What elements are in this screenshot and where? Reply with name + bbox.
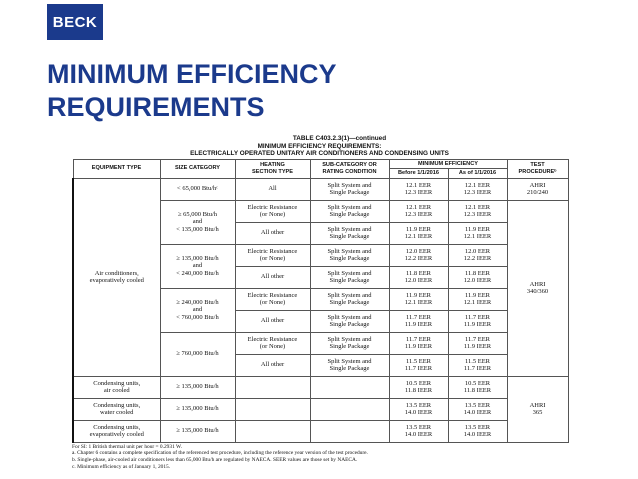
equip-line-2: water cooled	[100, 409, 134, 417]
eff-ieer: 11.9 IEER	[404, 343, 433, 351]
eff-ieer: 11.9 IEER	[404, 321, 433, 329]
size-cell	[160, 200, 235, 244]
beck-logo: BECK	[47, 4, 103, 40]
table-footnotes	[72, 444, 567, 471]
eff-eer: 11.7 EER	[405, 313, 432, 321]
eff-asof-cell	[448, 310, 507, 332]
header-heating-line-2: SECTION TYPE	[251, 168, 294, 175]
eff-asof-cell	[448, 178, 507, 200]
subcat-cell	[310, 398, 389, 420]
header-heating-line-1: HEATING	[260, 162, 285, 169]
eff-ieer: 14.0 IEER	[404, 409, 433, 417]
eff-asof-cell	[448, 354, 507, 376]
heating-line-1: Electric Resistance	[247, 291, 298, 299]
eff-ieer: 14.0 IEER	[463, 409, 492, 417]
heating-line-2: (or None)	[259, 299, 286, 307]
subcat-cell	[310, 332, 389, 354]
eff-ieer: 11.9 IEER	[463, 343, 492, 351]
eff-eer: 11.7 EER	[464, 335, 491, 343]
eff-eer: 11.8 EER	[464, 269, 491, 277]
equip-condensing-air	[73, 376, 160, 398]
eff-asof-cell	[448, 266, 507, 288]
eff-before-cell	[389, 200, 448, 222]
header-heating-section-type	[235, 159, 310, 178]
eff-eer: 12.0 EER	[464, 247, 491, 255]
subcat-line-1: Split System and	[327, 203, 372, 211]
subcat-line-2: Single Package	[329, 233, 370, 241]
eff-asof-cell	[448, 288, 507, 310]
equip-line-1: Air conditioners,	[94, 269, 139, 277]
efficiency-table	[72, 159, 569, 443]
eff-before-cell	[389, 310, 448, 332]
size-cell: ≥ 135,000 Btu/h	[160, 420, 235, 442]
test-line-2: 210/240	[526, 189, 549, 197]
header-before-2016: Before 1/1/2016	[389, 169, 448, 178]
eff-before-cell	[389, 354, 448, 376]
eff-eer: 11.9 EER	[464, 225, 491, 233]
heating-line-1: Electric Resistance	[247, 335, 298, 343]
heating-line-2: (or None)	[259, 343, 286, 351]
efficiency-table-image	[72, 135, 567, 471]
heating-cell: All other	[235, 222, 310, 244]
subcat-cell	[310, 310, 389, 332]
subcat-line-2: Single Package	[329, 277, 370, 285]
eff-before-cell	[389, 244, 448, 266]
heating-line-2: (or None)	[259, 211, 286, 219]
table-caption-2: MINIMUM EFFICIENCY REQUIREMENTS:	[257, 142, 382, 150]
size-line-3: < 135,000 Btu/h	[176, 225, 219, 233]
equip-condensing-water	[73, 398, 160, 420]
subcat-cell	[310, 200, 389, 222]
subcat-line-2: Single Package	[329, 189, 370, 197]
eff-ieer: 12.3 IEER	[404, 189, 433, 197]
footnote-a: a. Chapter 6 contains a complete specification of the referenced test procedure, including the reference year version of the test procedure.	[72, 450, 368, 457]
subcat-cell	[310, 376, 389, 398]
footnote-si: For SI: 1 British thermal unit per hour = 0.2931 W.	[72, 443, 182, 450]
header-subcat-line-1: SUB-CATEGORY OR	[322, 162, 377, 169]
heating-cell: All other	[235, 354, 310, 376]
eff-ieer: 11.7 IEER	[404, 365, 433, 373]
subcat-line-1: Split System and	[327, 357, 372, 365]
eff-eer: 11.9 EER	[464, 291, 491, 299]
eff-eer: 12.1 EER	[464, 203, 491, 211]
eff-ieer: 12.1 IEER	[463, 299, 492, 307]
eff-ieer: 11.8 IEER	[463, 387, 492, 395]
table-row	[73, 398, 568, 420]
equip-line-1: Condensing units,	[93, 401, 141, 409]
eff-asof-cell	[448, 222, 507, 244]
eff-eer: 12.1 EER	[464, 181, 491, 189]
eff-ieer: 14.0 IEER	[463, 431, 492, 439]
size-line-1: ≥ 240,000 Btu/h	[176, 299, 219, 307]
slide-title	[47, 58, 467, 124]
subcat-line-2: Single Package	[329, 211, 370, 219]
subcat-line-1: Split System and	[327, 247, 372, 255]
heating-cell	[235, 200, 310, 222]
heating-line-1: Electric Resistance	[247, 203, 298, 211]
eff-ieer: 11.8 IEER	[404, 387, 433, 395]
table-row	[73, 376, 568, 398]
size-cell: ≥ 760,000 Btu/h	[160, 332, 235, 376]
eff-ieer: 11.9 IEER	[463, 321, 492, 329]
eff-eer: 12.1 EER	[405, 181, 432, 189]
test-line-2: 340/360	[526, 288, 549, 296]
subcat-cell	[310, 222, 389, 244]
test-procedure-cell	[507, 200, 568, 376]
eff-asof-cell	[448, 332, 507, 354]
eff-asof-cell	[448, 420, 507, 442]
size-line-2: and	[192, 306, 203, 314]
table-row	[73, 178, 568, 200]
size-line-3: < 240,000 Btu/h	[176, 269, 219, 277]
eff-before-cell	[389, 376, 448, 398]
test-procedure-cell	[507, 178, 568, 200]
eff-ieer: 12.1 IEER	[404, 299, 433, 307]
heating-cell	[235, 332, 310, 354]
equip-line-2: evaporatively cooled	[89, 431, 144, 439]
subcat-cell	[310, 288, 389, 310]
heating-cell	[235, 244, 310, 266]
heating-line-1: Electric Resistance	[247, 247, 298, 255]
subcat-cell	[310, 266, 389, 288]
eff-eer: 11.5 EER	[405, 357, 432, 365]
size-line-3: < 760,000 Btu/h	[176, 313, 219, 321]
eff-eer: 13.5 EER	[405, 423, 432, 431]
subcat-line-2: Single Package	[329, 299, 370, 307]
subcat-line-1: Split System and	[327, 181, 372, 189]
eff-before-cell	[389, 178, 448, 200]
size-cell	[160, 288, 235, 332]
size-cell: ≥ 135,000 Btu/h	[160, 398, 235, 420]
eff-ieer: 12.0 IEER	[404, 277, 433, 285]
subcat-cell	[310, 244, 389, 266]
heating-cell: All other	[235, 310, 310, 332]
heating-cell	[235, 376, 310, 398]
heating-cell	[235, 420, 310, 442]
slide-title-line-1: MINIMUM EFFICIENCY	[47, 59, 337, 89]
equip-line-2: air cooled	[103, 387, 130, 395]
subcat-cell	[310, 178, 389, 200]
subcat-cell	[310, 420, 389, 442]
test-line-1: AHRI	[529, 401, 546, 409]
header-as-of-2016: As of 1/1/2016	[448, 169, 507, 178]
table-caption-3: ELECTRICALLY OPERATED UNITARY AIR CONDITIONERS AND CONDENSING UNITS	[190, 150, 449, 158]
footnote-c: c. Minimum efficiency as of January 1, 2015.	[72, 463, 171, 470]
eff-eer: 11.9 EER	[405, 225, 432, 233]
eff-eer: 13.5 EER	[464, 423, 491, 431]
header-size-category: SIZE CATEGORY	[160, 159, 235, 178]
size-cell: ≥ 135,000 Btu/h	[160, 376, 235, 398]
subcat-line-1: Split System and	[327, 335, 372, 343]
eff-ieer: 12.2 IEER	[463, 255, 492, 263]
size-cell	[160, 244, 235, 288]
eff-eer: 11.7 EER	[464, 313, 491, 321]
eff-ieer: 14.0 IEER	[404, 431, 433, 439]
test-line-1: AHRI	[529, 181, 546, 189]
test-line-2: 365	[532, 409, 543, 417]
eff-before-cell	[389, 266, 448, 288]
eff-ieer: 12.1 IEER	[463, 233, 492, 241]
subcat-line-2: Single Package	[329, 365, 370, 373]
size-line-2: and	[192, 262, 203, 270]
subcat-line-1: Split System and	[327, 269, 372, 277]
subcat-cell	[310, 354, 389, 376]
eff-ieer: 12.2 IEER	[404, 255, 433, 263]
eff-ieer: 11.7 IEER	[463, 365, 492, 373]
header-subcat-line-2: RATING CONDITION	[322, 168, 377, 175]
eff-before-cell	[389, 398, 448, 420]
table-caption-1: TABLE C403.2.3(1)—continued	[292, 135, 387, 142]
eff-ieer: 12.3 IEER	[463, 189, 492, 197]
size-line-1: ≥ 65,000 Btu/h	[177, 211, 218, 219]
header-equipment-type: EQUIPMENT TYPE	[73, 159, 160, 178]
eff-ieer: 12.3 IEER	[463, 211, 492, 219]
equip-line-2: evaporatively cooled	[89, 277, 144, 285]
table-row	[73, 420, 568, 442]
eff-eer: 13.5 EER	[405, 401, 432, 409]
subcat-line-2: Single Package	[329, 343, 370, 351]
eff-eer: 13.5 EER	[464, 401, 491, 409]
eff-before-cell	[389, 332, 448, 354]
slide-title-line-2: REQUIREMENTS	[47, 92, 265, 122]
header-sub-category	[310, 159, 389, 178]
heating-cell: All	[235, 178, 310, 200]
size-cell: < 65,000 Btu/hᶜ	[160, 178, 235, 200]
test-line-1: AHRI	[529, 280, 546, 288]
heating-line-2: (or None)	[259, 255, 286, 263]
eff-ieer: 12.1 IEER	[404, 233, 433, 241]
eff-eer: 11.5 EER	[464, 357, 491, 365]
eff-eer: 11.9 EER	[405, 291, 432, 299]
header-test-line-2: PROCEDUREᵇ	[518, 168, 557, 175]
header-minimum-efficiency: MINIMUM EFFICIENCY	[389, 159, 507, 168]
eff-before-cell	[389, 288, 448, 310]
eff-asof-cell	[448, 244, 507, 266]
test-procedure-cell	[507, 376, 568, 442]
eff-eer: 11.7 EER	[405, 335, 432, 343]
size-line-2: and	[192, 218, 203, 226]
eff-asof-cell	[448, 398, 507, 420]
eff-eer: 10.5 EER	[464, 379, 491, 387]
eff-eer: 11.8 EER	[405, 269, 432, 277]
equip-air-conditioners	[73, 178, 160, 376]
table-header-row	[73, 159, 568, 168]
eff-eer: 12.1 EER	[405, 203, 432, 211]
subcat-line-1: Split System and	[327, 225, 372, 233]
eff-eer: 12.0 EER	[405, 247, 432, 255]
header-test-procedure	[507, 159, 568, 178]
heating-cell	[235, 288, 310, 310]
footnote-b: b. Single-phase, air-cooled air conditioners less than 65,000 Btu/h are regulated by NAECA. SEER values are those set by NAECA.	[72, 457, 358, 464]
subcat-line-2: Single Package	[329, 321, 370, 329]
heating-cell	[235, 398, 310, 420]
size-line-1: ≥ 135,000 Btu/h	[176, 255, 219, 263]
eff-before-cell	[389, 420, 448, 442]
eff-eer: 10.5 EER	[405, 379, 432, 387]
subcat-line-2: Single Package	[329, 255, 370, 263]
equip-line-1: Condensing units,	[93, 423, 141, 431]
equip-condensing-evap	[73, 420, 160, 442]
eff-ieer: 12.3 IEER	[404, 211, 433, 219]
header-test-line-1: TEST	[530, 162, 545, 169]
subcat-line-1: Split System and	[327, 291, 372, 299]
heating-cell: All other	[235, 266, 310, 288]
equip-line-1: Condensing units,	[93, 379, 141, 387]
eff-asof-cell	[448, 200, 507, 222]
eff-asof-cell	[448, 376, 507, 398]
eff-before-cell	[389, 222, 448, 244]
eff-ieer: 12.0 IEER	[463, 277, 492, 285]
subcat-line-1: Split System and	[327, 313, 372, 321]
